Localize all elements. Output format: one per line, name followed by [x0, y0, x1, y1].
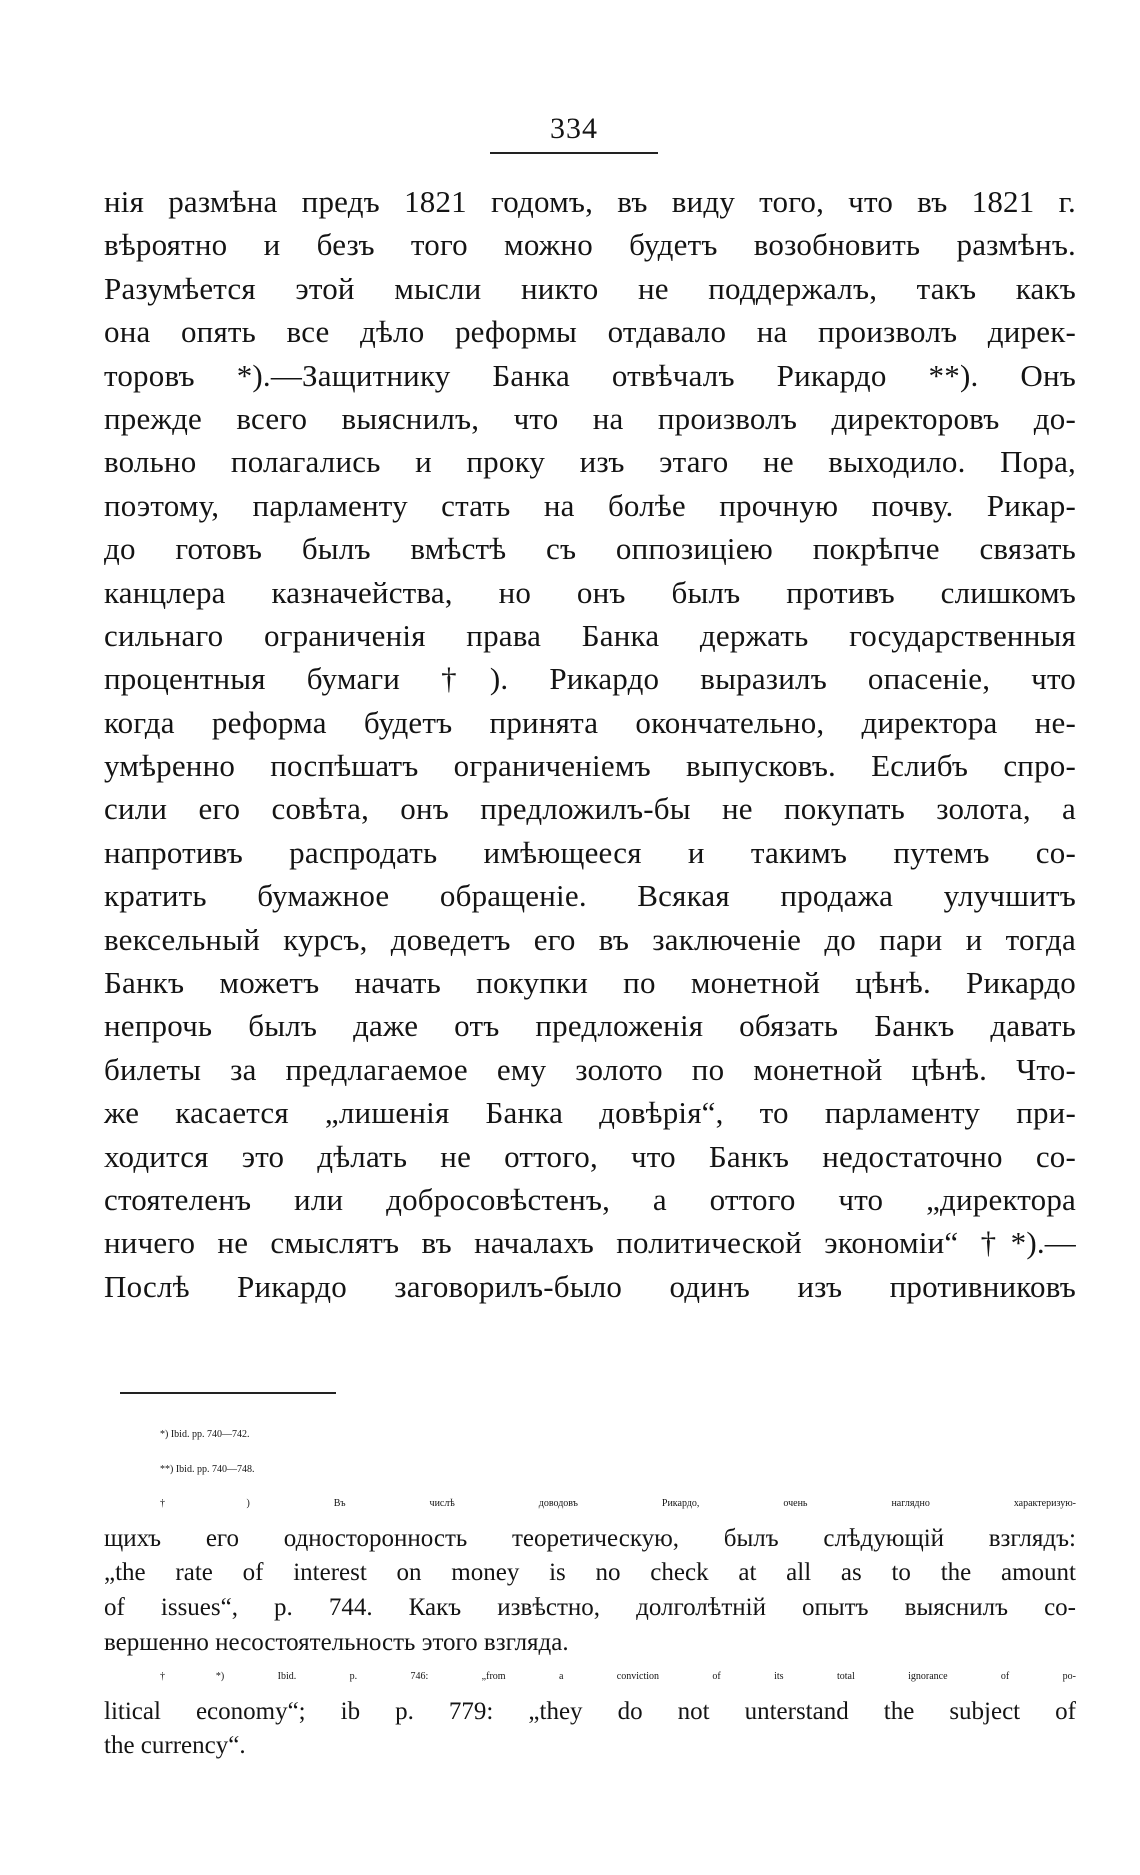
footnote-line: **) Ibid. pp. 740—748.: [160, 1463, 255, 1475]
text-line: стоятеленъ или добросовѣстенъ, а оттого что „директора: [104, 1181, 1076, 1217]
footnote-line: †) Въ числѣ доводовъ Рикардо, очень наглядно характеризую-: [160, 1498, 1076, 1510]
text-line: вексельный курсъ, доведетъ его въ заключеніе до пари и тогда: [104, 921, 1076, 957]
text-line: прежде всего выяснилъ, что на произволъ директоровъ до-: [104, 400, 1076, 436]
text-line: же касается „лишенія Банка довѣрія“, то парламенту при-: [104, 1095, 1076, 1131]
text-line: торовъ *).—Защитнику Банка отвѣчалъ Рикардо **). Онъ: [104, 357, 1076, 393]
footnote-line: „the rate of interest on money is no check at all as to the amount: [104, 1559, 1076, 1587]
text-line: Послѣ Рикардо заговорилъ-было одинъ изъ противниковъ: [104, 1268, 1076, 1304]
footnote-line: the currency“.: [104, 1732, 246, 1760]
text-line: нія размѣна предъ 1821 годомъ, въ виду того, что въ 1821 г.: [104, 184, 1076, 219]
text-line: она опять все дѣло реформы отдавало на произволъ дирек-: [104, 314, 1076, 350]
text-line: когда реформа будетъ принята окончательно, директора не-: [104, 704, 1076, 740]
text-line: поэтому, парламенту стать на болѣе прочную почву. Рикар-: [104, 487, 1076, 523]
footnote-line: of issues“, p. 744. Какъ извѣстно, долголѣтній опытъ выяснилъ со-: [104, 1593, 1076, 1621]
text-line: вѣроятно и безъ того можно будетъ возобновить размѣнъ.: [104, 227, 1076, 263]
page-number: 334: [550, 112, 598, 145]
footnote-line: †*) Ibid. p. 746: „from a conviction of its total ignorance of po-: [160, 1671, 1076, 1683]
text-line: кратить бумажное обращеніе. Всякая продажа улучшитъ: [104, 878, 1076, 914]
text-line: Банкъ можетъ начать покупки по монетной цѣнѣ. Рикардо: [104, 965, 1076, 1001]
footnotes: [104, 1418, 1076, 1764]
footnote-line: *) Ibid. pp. 740—742.: [160, 1429, 250, 1440]
text-line: билеты за предлагаемое ему золото по монетной цѣнѣ. Что-: [104, 1051, 1076, 1087]
footnote-line: litical economy“; ib p. 779: „they do not unterstand the subject of: [104, 1697, 1076, 1725]
text-line: канцлера казначейства, но онъ былъ противъ слишкомъ: [104, 574, 1076, 610]
text-line: ничего не смыслятъ въ началахъ политической экономіи“ †*).—: [104, 1225, 1076, 1261]
footnote-line: вершенно несостоятельность этого взгляда.: [104, 1628, 569, 1656]
text-line: напротивъ распродать имѣющееся и такимъ путемъ со-: [104, 834, 1076, 870]
text-line: умѣренно поспѣшатъ ограниченіемъ выпусковъ. Еслибъ спро-: [104, 748, 1076, 784]
footnote-line: щихъ его односторонность теоретическую, былъ слѣдующій взглядъ:: [104, 1524, 1076, 1552]
text-line: ходится это дѣлать не оттого, что Банкъ недостаточно со-: [104, 1138, 1076, 1174]
page-number-underline: [490, 152, 658, 154]
footnote-divider: [120, 1392, 336, 1394]
text-line: Разумѣется этой мысли никто не поддержалъ, такъ какъ: [104, 270, 1076, 306]
text-line: сильнаго ограниченія права Банка держать государственныя: [104, 617, 1076, 653]
text-line: непрочь былъ даже отъ предложенія обязать Банкъ давать: [104, 1008, 1076, 1044]
main-text: [104, 180, 1076, 1308]
text-line: вольно полагались и проку изъ этаго не выходило. Пора,: [104, 444, 1076, 480]
text-line: сили его совѣта, онъ предложилъ-бы не покупать золота, а: [104, 791, 1076, 827]
text-line: до готовъ былъ вмѣстѣ съ оппозиціею покрѣпче связать: [104, 531, 1076, 567]
text-line: процентныя бумаги †). Рикардо выразилъ опасеніе, что: [104, 661, 1076, 697]
